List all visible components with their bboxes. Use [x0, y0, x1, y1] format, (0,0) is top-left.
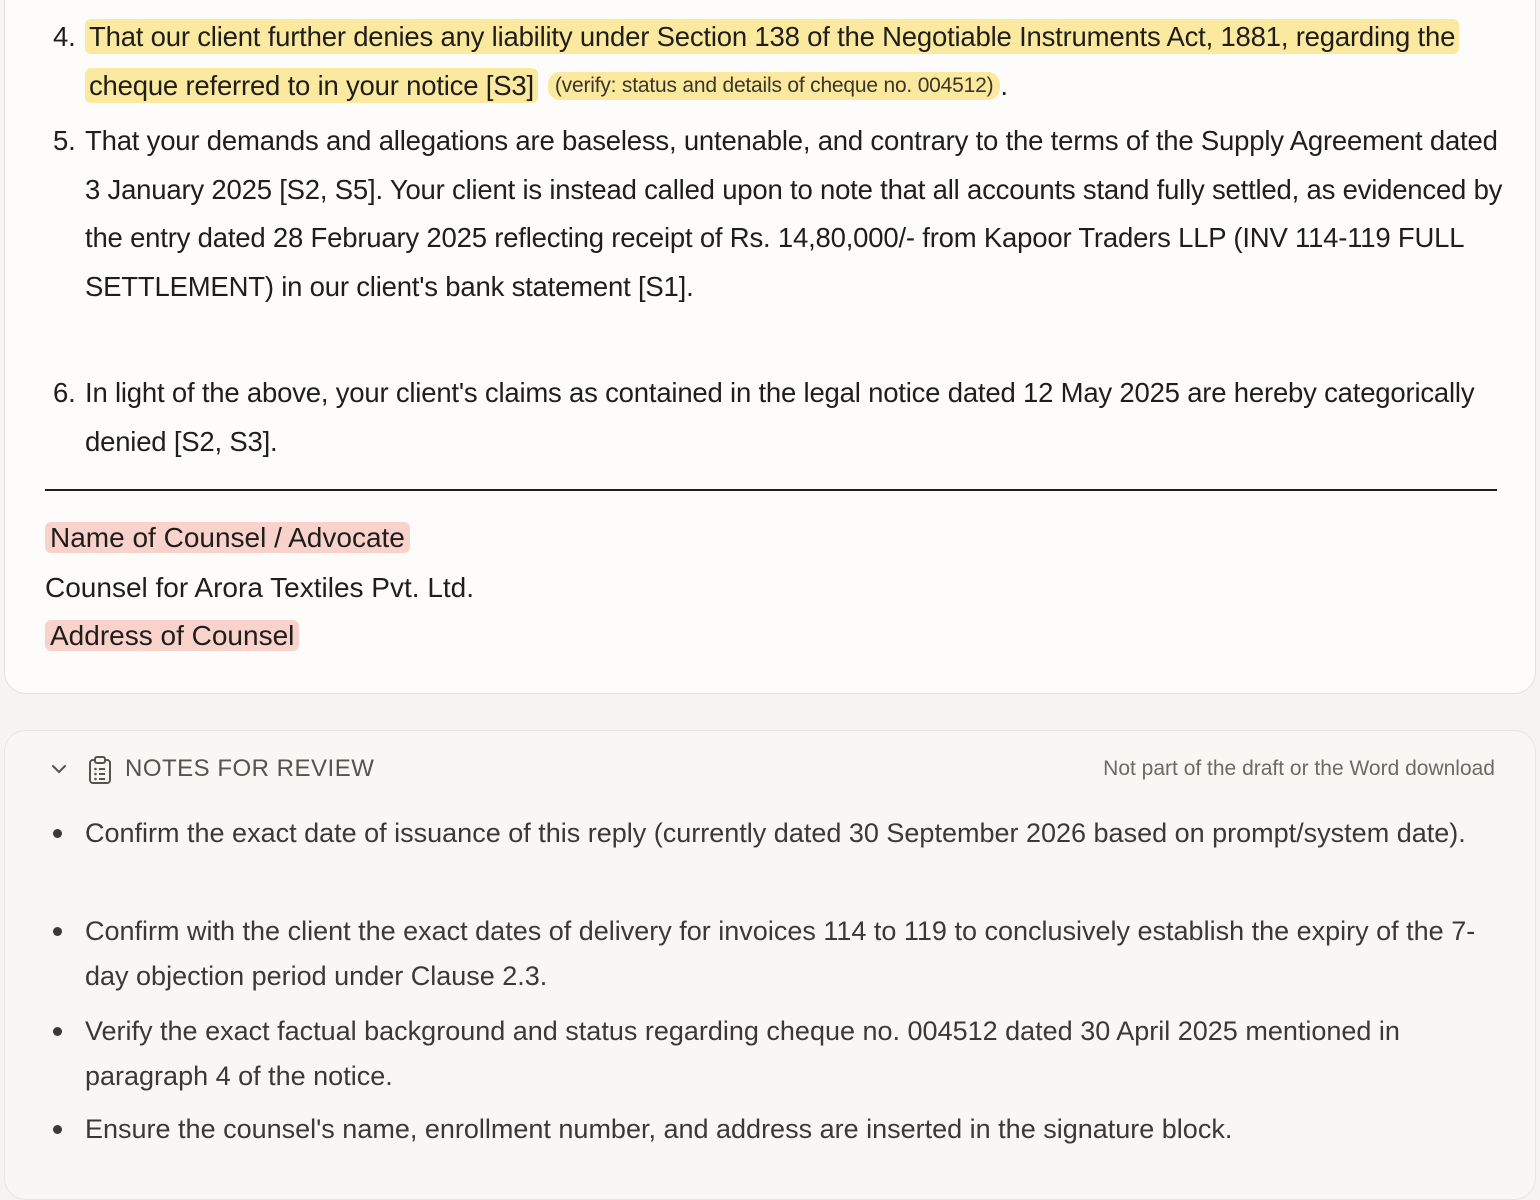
chevron-down-icon[interactable] [49, 759, 69, 783]
note-text: Confirm the exact date of issuance of this reply (currently dated 30 September 2026 based on prompt/system date). [85, 818, 1466, 848]
paragraph-text: In light of the above, your client's claims as contained in the legal notice dated 12 May 2025 are hereby categorically denied [S2, S3]. [85, 377, 1475, 457]
paragraph-4 [53, 13, 1505, 110]
paragraph-trailing: . [1000, 69, 1008, 101]
note-text: Ensure the counsel's name, enrollment number, and address are inserted in the signature block. [85, 1114, 1233, 1144]
draft-document-card [4, 0, 1536, 694]
highlighted-unverified-text[interactable]: That our client further denies any liability under Section 138 of the Negotiable Instruments Act, 1881, regarding the cheque referred to in your notice [S3] [85, 19, 1459, 103]
notes-title: NOTES FOR REVIEW [125, 755, 375, 782]
bullet [53, 1125, 62, 1134]
verify-note-badge[interactable]: (verify: status and details of cheque no. 004512) [548, 72, 1000, 100]
note-text: Confirm with the client the exact dates of delivery for invoices 114 to 119 to conclusively establish the expiry of the 7-day objection period under Clause 2.3. [85, 916, 1476, 991]
paragraph-5 [53, 117, 1505, 311]
bullet [53, 1027, 62, 1036]
placeholder-counsel-address[interactable]: Address of Counsel [45, 620, 299, 651]
list-item [85, 1107, 1505, 1152]
notes-subtitle: Not part of the draft or the Word download [1103, 757, 1495, 780]
clipboard-icon [87, 755, 113, 789]
signature-address [45, 616, 299, 656]
placeholder-counsel-name[interactable]: Name of Counsel / Advocate [45, 522, 410, 553]
paragraph-number: 5. [53, 125, 76, 156]
signature-counsel-for: Counsel for Arora Textiles Pvt. Ltd. [45, 572, 475, 603]
list-item [85, 909, 1505, 999]
bullet [53, 927, 62, 936]
notes-for-review-panel [4, 730, 1536, 1200]
bullet [53, 829, 62, 838]
paragraph-number: 6. [53, 377, 76, 408]
paragraph-text: That your demands and allegations are baseless, untenable, and contrary to the terms of the Supply Agreement dated 3 January 2025 [S2, S5]. Your client is instead called upon to note that all accounts stand fully settled, as evidenced by the entry dated 28 February 2025 reflecting receipt of Rs. 14,80,000/- from Kapoor Traders LLP (INV 114-119 FULL SETTLEMENT) in our client's bank statement [S1]. [85, 125, 1503, 302]
signature-counsel-name [45, 518, 410, 558]
paragraph-number: 4. [53, 21, 76, 52]
section-divider [45, 489, 1497, 491]
list-item [85, 1009, 1505, 1099]
notes-header[interactable] [5, 753, 1535, 789]
list-item [85, 811, 1505, 856]
note-text: Verify the exact factual background and status regarding cheque no. 004512 dated 30 April 2025 mentioned in paragraph 4 of the notice. [85, 1016, 1400, 1091]
paragraph-6 [53, 369, 1505, 466]
